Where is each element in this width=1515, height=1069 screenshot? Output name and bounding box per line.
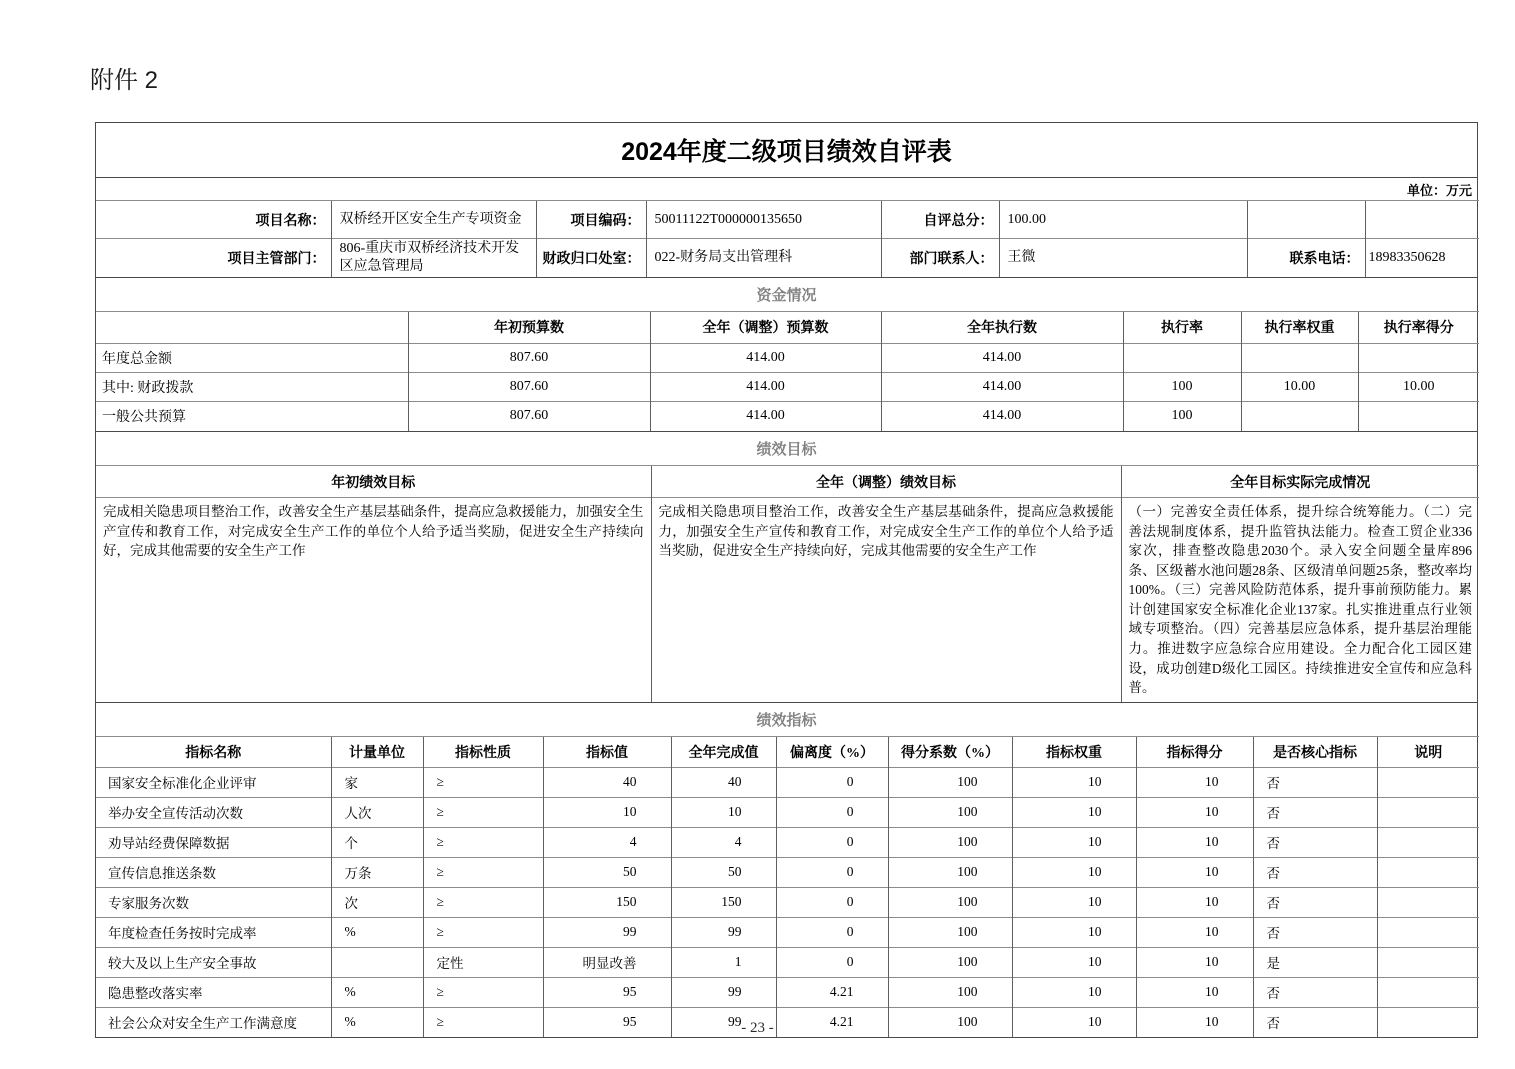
attachment-label: 附件 2	[90, 67, 159, 94]
core-indicator-flag: 否	[1253, 827, 1377, 857]
empty-cell	[1365, 201, 1479, 239]
contact-label: 部门联系人：	[881, 239, 999, 277]
cell: ≥	[423, 977, 543, 1007]
cell: 100	[1123, 401, 1241, 431]
indicators-header-row	[96, 736, 1479, 767]
column-header: 执行率得分	[1358, 311, 1479, 343]
indicator-name: 社会公众对安全生产工作满意度	[96, 1007, 331, 1037]
cell: %	[331, 1007, 423, 1037]
targets-section-header: 绩效目标	[96, 431, 1477, 465]
cell: 0	[776, 947, 888, 977]
cell: 10	[1136, 1007, 1253, 1037]
column-header	[96, 311, 408, 343]
column-header: 偏离度（%）	[776, 736, 888, 767]
row-label: 一般公共预算	[96, 401, 408, 431]
cell: 4	[543, 827, 671, 857]
indicator-name: 较大及以上生产安全事故	[96, 947, 331, 977]
core-indicator-flag: 否	[1253, 797, 1377, 827]
cell: 明显改善	[543, 947, 671, 977]
cell: 0	[776, 767, 888, 797]
cell: 10	[1136, 887, 1253, 917]
cell: 10	[1012, 947, 1136, 977]
column-header: 指标值	[543, 736, 671, 767]
cell: 4.21	[776, 977, 888, 1007]
indicator-name: 宣传信息推送条数	[96, 857, 331, 887]
note-cell	[1377, 977, 1479, 1007]
funding-table	[96, 311, 1479, 432]
cell: 10.00	[1241, 372, 1358, 401]
row-label: 年度总金额	[96, 343, 408, 372]
cell: 0	[776, 827, 888, 857]
cell: 414.00	[881, 372, 1123, 401]
note-cell	[1377, 767, 1479, 797]
indicators-section-header: 绩效指标	[96, 702, 1477, 736]
cell: %	[331, 977, 423, 1007]
cell: 414.00	[881, 401, 1123, 431]
column-header: 全年完成值	[671, 736, 776, 767]
cell: 414.00	[881, 343, 1123, 372]
indicator-name: 国家安全标准化企业评审	[96, 767, 331, 797]
cell: 100	[888, 947, 1012, 977]
cell: 100	[1123, 372, 1241, 401]
cell: ≥	[423, 857, 543, 887]
cell: 100	[888, 797, 1012, 827]
targets-content-row	[96, 498, 1479, 702]
project-info-row-1	[96, 201, 1479, 239]
column-header: 执行率权重	[1241, 311, 1358, 343]
cell: 10	[1136, 797, 1253, 827]
project-name-value: 双桥经开区安全生产专项资金	[331, 201, 536, 239]
office-label: 财政归口处室：	[536, 239, 646, 277]
indicators-table	[96, 736, 1479, 1038]
cell: 10	[543, 797, 671, 827]
indicator-row	[96, 977, 1479, 1007]
initial-target-text: 完成相关隐患项目整治工作，改善安全生产基层基础条件，提高应急救援能力，加强安全生产宣传和教育工作，对完成安全生产工作的单位个人给予适当奖励，促进安全生产持续向好，完成其他需要的安全生产工作	[96, 498, 651, 702]
cell: 99	[671, 977, 776, 1007]
cell: 10	[1012, 767, 1136, 797]
cell: 0	[776, 917, 888, 947]
cell: ≥	[423, 917, 543, 947]
cell: 100	[888, 827, 1012, 857]
cell: 95	[543, 1007, 671, 1037]
phone-value: 18983350628	[1365, 239, 1479, 277]
column-header: 年初绩效目标	[96, 466, 651, 498]
cell: 4.21	[776, 1007, 888, 1037]
cell: ≥	[423, 797, 543, 827]
cell: 807.60	[408, 343, 650, 372]
indicator-name: 年度检查任务按时完成率	[96, 917, 331, 947]
note-cell	[1377, 917, 1479, 947]
self-evaluation-table	[95, 122, 1478, 1038]
column-header: 全年执行数	[881, 311, 1123, 343]
cell: 万条	[331, 857, 423, 887]
project-info-table	[96, 200, 1479, 277]
project-code-label: 项目编码：	[536, 201, 646, 239]
cell: 个	[331, 827, 423, 857]
column-header: 全年（调整）绩效目标	[651, 466, 1121, 498]
note-cell	[1377, 797, 1479, 827]
funding-row	[96, 372, 1479, 401]
cell: 10	[1136, 857, 1253, 887]
adjusted-target-text: 完成相关隐患项目整治工作，改善安全生产基层基础条件，提高应急救援能力，加强安全生产宣传和教育工作，对完成安全生产工作的单位个人给予适当奖励，促进安全生产持续向好，完成其他需要的安全生产工作	[651, 498, 1121, 702]
cell: 100	[888, 917, 1012, 947]
cell: 1	[671, 947, 776, 977]
cell: ≥	[423, 887, 543, 917]
project-name-label: 项目名称：	[96, 201, 331, 239]
cell: 99	[543, 917, 671, 947]
cell: 100	[888, 1007, 1012, 1037]
cell	[1241, 343, 1358, 372]
cell: 次	[331, 887, 423, 917]
column-header: 指标名称	[96, 736, 331, 767]
project-info-row-2	[96, 239, 1479, 277]
indicator-name: 举办安全宣传活动次数	[96, 797, 331, 827]
column-header: 指标权重	[1012, 736, 1136, 767]
cell: 414.00	[650, 343, 881, 372]
targets-header-row	[96, 466, 1479, 498]
cell: ≥	[423, 1007, 543, 1037]
cell: 0	[776, 887, 888, 917]
dept-label: 项目主管部门：	[96, 239, 331, 277]
contact-value: 王微	[999, 239, 1247, 277]
cell: 100	[888, 977, 1012, 1007]
core-indicator-flag: 否	[1253, 977, 1377, 1007]
unit-note: 单位：万元	[96, 177, 1477, 200]
cell: 100	[888, 857, 1012, 887]
funding-section-header: 资金情况	[96, 277, 1477, 311]
indicator-row	[96, 797, 1479, 827]
cell: 40	[543, 767, 671, 797]
column-header: 执行率	[1123, 311, 1241, 343]
cell: 99	[671, 1007, 776, 1037]
column-header: 得分系数（%）	[888, 736, 1012, 767]
cell: 家	[331, 767, 423, 797]
indicator-row	[96, 857, 1479, 887]
indicator-name: 专家服务次数	[96, 887, 331, 917]
column-header: 全年目标实际完成情况	[1121, 466, 1479, 498]
indicator-name: 劝导站经费保障数据	[96, 827, 331, 857]
cell: 人次	[331, 797, 423, 827]
cell: 10	[1012, 887, 1136, 917]
targets-table	[96, 465, 1479, 702]
page-number: - 23 -	[741, 1020, 774, 1036]
core-indicator-flag: 否	[1253, 917, 1377, 947]
cell: 807.60	[408, 401, 650, 431]
note-cell	[1377, 887, 1479, 917]
column-header: 指标得分	[1136, 736, 1253, 767]
indicator-row	[96, 947, 1479, 977]
cell: 100	[888, 767, 1012, 797]
column-header: 年初预算数	[408, 311, 650, 343]
cell: 50	[543, 857, 671, 887]
cell: 414.00	[650, 401, 881, 431]
cell: 0	[776, 797, 888, 827]
core-indicator-flag: 否	[1253, 857, 1377, 887]
core-indicator-flag: 否	[1253, 1007, 1377, 1037]
cell: 150	[543, 887, 671, 917]
note-cell	[1377, 827, 1479, 857]
cell: 10	[1136, 827, 1253, 857]
cell: 4	[671, 827, 776, 857]
cell: 10	[1012, 857, 1136, 887]
self-score-label: 自评总分：	[881, 201, 999, 239]
office-value: 022-财务局支出管理科	[646, 239, 881, 277]
page-title: 2024年度二级项目绩效自评表	[621, 138, 952, 166]
cell	[331, 947, 423, 977]
cell: 100	[888, 887, 1012, 917]
cell: 10	[1012, 977, 1136, 1007]
indicator-row	[96, 767, 1479, 797]
cell	[1241, 401, 1358, 431]
funding-header-row	[96, 311, 1479, 343]
project-code-value: 50011122T000000135650	[646, 201, 881, 239]
column-header: 全年（调整）预算数	[650, 311, 881, 343]
cell: 95	[543, 977, 671, 1007]
cell: 50	[671, 857, 776, 887]
column-header: 计量单位	[331, 736, 423, 767]
cell: 40	[671, 767, 776, 797]
cell: 10	[1136, 947, 1253, 977]
cell	[1358, 401, 1479, 431]
cell: 10.00	[1358, 372, 1479, 401]
cell: 0	[776, 857, 888, 887]
cell: %	[331, 917, 423, 947]
note-cell	[1377, 947, 1479, 977]
cell	[1358, 343, 1479, 372]
core-indicator-flag: 否	[1253, 767, 1377, 797]
empty-cell	[1247, 201, 1365, 239]
cell: 10	[1012, 827, 1136, 857]
dept-value: 806-重庆市双桥经济技术开发区应急管理局	[331, 239, 536, 277]
core-indicator-flag: 是	[1253, 947, 1377, 977]
cell: 定性	[423, 947, 543, 977]
row-label: 其中: 财政拨款	[96, 372, 408, 401]
cell: 10	[1136, 977, 1253, 1007]
column-header: 是否核心指标	[1253, 736, 1377, 767]
cell: ≥	[423, 827, 543, 857]
cell: 10	[1012, 917, 1136, 947]
core-indicator-flag: 否	[1253, 887, 1377, 917]
funding-row	[96, 401, 1479, 431]
cell: 10	[1136, 917, 1253, 947]
column-header: 指标性质	[423, 736, 543, 767]
indicator-row	[96, 827, 1479, 857]
note-cell	[1377, 857, 1479, 887]
cell: ≥	[423, 767, 543, 797]
cell	[1123, 343, 1241, 372]
column-header: 说明	[1377, 736, 1479, 767]
cell: 99	[671, 917, 776, 947]
indicator-row	[96, 917, 1479, 947]
funding-row	[96, 343, 1479, 372]
phone-label: 联系电话：	[1247, 239, 1365, 277]
cell: 10	[1136, 767, 1253, 797]
actual-completion-text: （一）完善安全责任体系，提升综合统筹能力。（二）完善法规制度体系，提升监管执法能力。检查工贸企业336家次，排查整改隐患2030个。录入安全问题全量库896条、区级蓄水池问题28条、区级清单问题25条，整改率均100%。（三）完善风险防范体系，提升事前预防能力。累计创建国家安全标准化企业137家。扎实推进重点行业领域专项整治。（四）完善基层应急体系，提升基层治理能力。推进数字应急综合应用建设。全力配合化工园区建设，成功创建D级化工园区。持续推进安全宣传和应急科普。	[1121, 498, 1479, 702]
cell: 807.60	[408, 372, 650, 401]
cell: 150	[671, 887, 776, 917]
indicator-row	[96, 887, 1479, 917]
self-score-value: 100.00	[999, 201, 1247, 239]
indicator-name: 隐患整改落实率	[96, 977, 331, 1007]
cell: 10	[1012, 1007, 1136, 1037]
cell: 10	[1012, 797, 1136, 827]
cell: 10	[671, 797, 776, 827]
cell: 414.00	[650, 372, 881, 401]
